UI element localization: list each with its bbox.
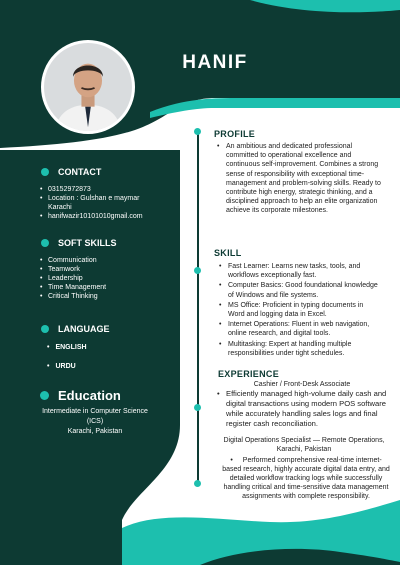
soft-skills-heading xyxy=(41,238,117,248)
bullet-dot-icon xyxy=(40,391,49,400)
job1-description: • Efficiently managed high-volume daily cash and digital transactions using modern POS software while accurately handling sales logs and final register cash reconciliation. xyxy=(216,389,392,429)
contact-list xyxy=(40,185,160,221)
candidate-name: HANIF xyxy=(182,52,248,73)
education-degree: Intermediate in Computer Science (ICS) xyxy=(42,408,148,425)
job1-title: Cashier / Front-Desk Associate xyxy=(253,381,351,388)
bullet-dot-icon xyxy=(41,239,49,247)
soft-skill-item: • Communication xyxy=(40,256,160,265)
education-heading xyxy=(40,388,121,403)
soft-skill-item: • Leadership xyxy=(40,274,160,283)
skill-item: • Multitasking: Expert at handling multiple responsibilities under tight schedules. xyxy=(218,340,378,358)
education-heading-text: Education xyxy=(58,388,121,403)
bullet-dot-icon: • xyxy=(230,457,233,464)
job2-description xyxy=(222,456,390,501)
soft-skills-heading-text: SOFT SKILLS xyxy=(58,238,117,248)
contact-phone: • 03152972873 xyxy=(40,185,160,194)
contact-location: • Location : Gulshan e maymar Karachi xyxy=(40,194,160,212)
job2-description-text: Performed comprehensive real-time internet-based research, highly accurate digital data entry, and detailed workflow tracking logs while successfully handling critical and time-sensitive data management assignments with complete responsibility. xyxy=(222,457,390,500)
contact-heading-text: CONTACT xyxy=(58,167,102,177)
skill-heading: SKILL xyxy=(214,248,242,258)
education-place: Karachi, Pakistan xyxy=(67,428,123,435)
timeline-dot xyxy=(194,404,201,411)
soft-skill-item: • Time Management xyxy=(40,283,160,292)
profile-heading: PROFILE xyxy=(214,129,256,139)
language-english: • ENGLISH xyxy=(47,344,87,351)
bullet-dot-icon xyxy=(41,168,49,176)
skill-item: • MS Office: Proficient in typing documents in Word and logging data in Excel. xyxy=(218,301,378,319)
timeline-dot xyxy=(194,267,201,274)
profile-list xyxy=(216,142,386,217)
skill-list xyxy=(218,262,378,359)
timeline-dot xyxy=(194,128,201,135)
education-details xyxy=(40,407,150,437)
soft-skill-item: • Critical Thinking xyxy=(40,292,160,301)
contact-email: • hanifwazir10101010gmail.com xyxy=(40,212,160,221)
profile-summary: • An ambitious and dedicated professional committed to operational excellence and continuous self-improvement. Combines a strong sense of responsibility with exceptional time-management and problem-solving skills. Ready to contribute high energy, strategic thinking, and a disciplined approach to help an elite organization achieve its corporate milestones. xyxy=(216,142,386,216)
job1-list xyxy=(216,389,392,430)
skill-item: • Internet Operations: Fluent in web navigation, online research, and digital tools. xyxy=(218,320,378,338)
job2-title: Digital Operations Specialist — Remote Operations, Karachi, Pakistan xyxy=(223,437,385,453)
contact-heading xyxy=(41,167,101,177)
skill-item: • Fast Learner: Learns new tasks, tools, and workflows exceptionally fast. xyxy=(218,262,378,280)
bullet-dot-icon xyxy=(41,325,49,333)
language-heading-text: LANGUAGE xyxy=(58,324,110,334)
language-urdu: • URDU xyxy=(47,363,76,370)
language-heading xyxy=(41,324,110,334)
timeline-dot xyxy=(194,480,201,487)
skill-item: • Computer Basics: Good foundational knowledge of Windows and file systems. xyxy=(218,281,378,299)
soft-skills-list xyxy=(40,256,160,301)
timeline-line xyxy=(197,131,199,483)
experience-heading: EXPERIENCE xyxy=(218,369,280,379)
profile-photo xyxy=(41,40,135,134)
soft-skill-item: • Teamwork xyxy=(40,265,160,274)
